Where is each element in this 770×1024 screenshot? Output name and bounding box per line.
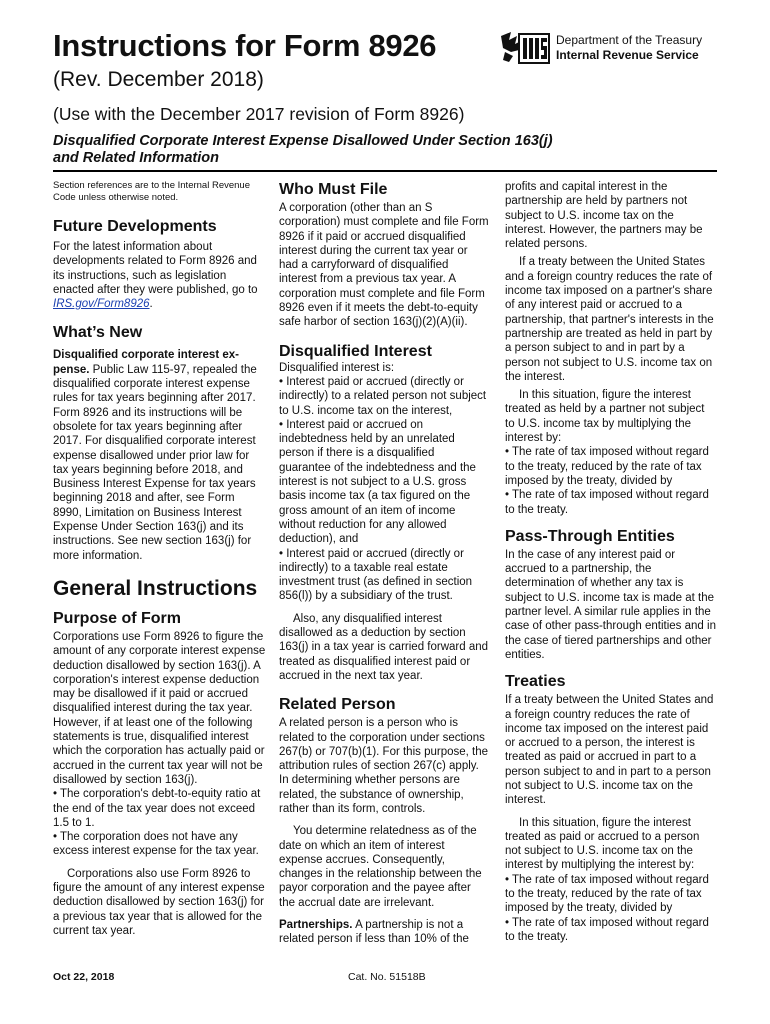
heading-general-instructions: General Instructions: [53, 576, 258, 600]
partner-treaty-text: If a treaty between the United States and a foreign country reduces the rate of income tax imposed on a partner's share of any interest paid or accrued to a partnership, that partner's interests in the partnership are treated as held in part by a person subject to and in part by a person not subject to U.S. income tax on the interest.: [505, 256, 714, 383]
purpose-bullet-2: • The corporation does not have any excess interest expense for the tax year.: [53, 831, 259, 858]
partnerships-runin: Partnerships.: [279, 919, 353, 932]
heading-disqualified-interest: Disqualified Interest: [279, 342, 432, 360]
agency-line-2: Internal Revenue Service: [556, 48, 699, 62]
column-2: [279, 180, 489, 947]
column-1: [53, 180, 266, 938]
section-references-note: Section references are to the Internal Revenue Code unless otherwise noted.: [53, 180, 250, 203]
treaties-text: If a treaty between the United States and a foreign country reduces the rate of income tax imposed on the interest paid or accrued to a person, the interest is treated as paid or accrued in part to a person subject to and in part to a person not subject to U.S. income tax on the interest.: [505, 694, 714, 807]
whats-new-body: Public Law 115-97, repealed the disqualified corporate interest expense rules for tax years beginning after 2017. Form 8926 and its instructions will be obsolete for tax years beginning after 2017. For disqualified corporate interest expense disallowed under prior law for tax years beginning before 2018, and Business Interest Expense for tax years beginning 2018 and after, see Form 8990, Limitation on Business Interest Expense Under Section 163(j) and its instructions. See new section 163(j) for more information.: [53, 363, 257, 562]
related-person-text: A related person is a person who is related to the corporation under sections 267(b) or 707(b)(1). For this purpose, the attribution rules of section 267(c) apply. In determining whether persons are related, the substance of ownership, rather than its form, controls.: [279, 717, 489, 815]
purpose-text: Corporations use Form 8926 to figure the amount of any corporate interest expense deduction disallowed by section 163(j). A corporation's interest expense deduction may be disallowed if it paid or accrued disqualified interest during the tax year. However, if at least one of the following statements is true, disqualified interest which the corporation has actually paid or accrued in the current tax year will not be disallowed by section 163(j).: [53, 630, 266, 786]
partnership-continued-text: profits and capital interest in the partnership are held by partners not subject to U.S. income tax on the interest. However, the partners may be related persons.: [505, 181, 703, 251]
page-title: Instructions for Form 8926: [53, 28, 437, 63]
form-subtitle: [53, 133, 693, 167]
disqualified-intro: Disqualified interest is:: [279, 361, 395, 374]
footer-date: Oct 22, 2018: [53, 971, 115, 983]
agency-name: [556, 33, 702, 63]
future-developments-period: .: [149, 298, 153, 311]
heading-pass-through-entities: Pass-Through Entities: [505, 527, 675, 545]
future-developments-body: For the latest information about developments related to Form 8926 and its instructions, such as legislation enacted after they were published, go to: [53, 241, 258, 296]
disqualified-bullet-2: • Interest paid or accrued on indebtedness held by an unrelated person if there is a disqualified guarantee of the indebtedness and the interest is not subject to a U.S. gross basis income tax (a tax figured on the gross amount of an item of income without reduction for any allowed deduction), and: [279, 418, 476, 546]
heading-who-must-file: Who Must File: [279, 181, 388, 198]
treaties-bullet-1: • The rate of tax imposed without regard to the treaty, reduced by the rate of tax imposed by the treaty, divided by: [505, 873, 709, 915]
column-3: [505, 180, 717, 944]
whats-new-runin: Disqualified corporate interest ex-pense.: [53, 349, 239, 376]
treaties-bullet-2: • The rate of tax imposed without regard to the treaty.: [505, 916, 709, 943]
partner-bullet-2: • The rate of tax imposed without regard to the treaty.: [505, 489, 709, 516]
who-must-file-text: A corporation (other than an S corporation) must complete and file Form 8926 if it paid or accrued disqualified interest during the current tax year or had a carryforward of disqualified interest from a previous tax year. A corporation must complete and file Form 8926 even if it meets the debt-to-equity safe harbor of section 163(j)(2)(A)(ii).: [279, 202, 489, 329]
also-use-text: Corporations also use Form 8926 to figure the amount of any interest expense deduction disallowed by section 163(j) for a previous tax year that is allowed for the current tax year.: [53, 867, 265, 937]
footer-catalog-number: Cat. No. 51518B: [348, 971, 426, 983]
whats-new-text: [53, 348, 266, 562]
partner-bullet-1: • The rate of tax imposed without regard to the treaty, reduced by the rate of tax imposed by the treaty, divided by: [505, 446, 709, 487]
partner-situation-text: In this situation, figure the interest treated as held by a partner not subject to U.S. income tax by multiplying the interest by:: [505, 389, 705, 445]
relatedness-text: You determine relatedness as of the date on which an item of interest expense accrues. Consequently, changes in the relationship between the payor corporation and the payee after the accrual date are irrelevant.: [279, 825, 482, 909]
agency-line-1: Department of the Treasury: [556, 33, 703, 47]
revision-date: (Rev. December 2018): [53, 68, 264, 91]
heading-future-developments: Future Developments: [53, 218, 217, 235]
irs-eagle-logo-icon: [497, 30, 552, 66]
disqualified-bullet-1: • Interest paid or accrued (directly or indirectly) to a related person not subject to U.S. income tax on the interest,: [279, 375, 487, 417]
future-developments-text: [53, 240, 266, 311]
heading-treaties: Treaties: [505, 673, 566, 691]
header-divider: [53, 170, 717, 172]
disqualified-carryforward-text: Also, any disqualified interest disallowed as a deduction by section 163(j) in a tax year is carried forward and treated as disqualified interest paid or accrued in the next tax year.: [279, 612, 489, 682]
partnerships-text: [279, 918, 489, 947]
use-with-note: (Use with the December 2017 revision of Form 8926): [53, 104, 465, 124]
partnerships-body: A partnership is not a related person if less than 10% of the: [279, 919, 469, 946]
heading-purpose-of-form: Purpose of Form: [53, 609, 182, 627]
irs-form-link[interactable]: IRS.gov/Form8926: [53, 298, 150, 311]
subtitle-line-1: Disqualified Corporate Interest Expense Disallowed Under Section 163(j): [53, 133, 553, 149]
heading-whats-new: What’s New: [53, 324, 143, 342]
treaties-situation-text: In this situation, figure the interest treated as paid or accrued to a person not subject to U.S. income tax on the interest by multiplying the interest by:: [505, 816, 700, 872]
subtitle-line-2: and Related Information: [53, 150, 219, 166]
purpose-bullet-1: • The corporation's debt-to-equity ratio at the end of the tax year does not exceed 1.5 to 1.: [53, 788, 261, 829]
disqualified-bullet-3: • Interest paid or accrued (directly or indirectly) to a taxable real estate investment trust (as defined in section 856(l)) by a subsidiary of the trust.: [279, 547, 473, 603]
heading-related-person: Related Person: [279, 696, 396, 714]
pass-through-text: In the case of any interest paid or accrued to a partnership, the determination of whether any tax is subject to U.S. income tax is made at the partner level. A similar rule applies in the case of other pass-through entities and in the case of tiered partnerships and other entities.: [505, 548, 716, 661]
